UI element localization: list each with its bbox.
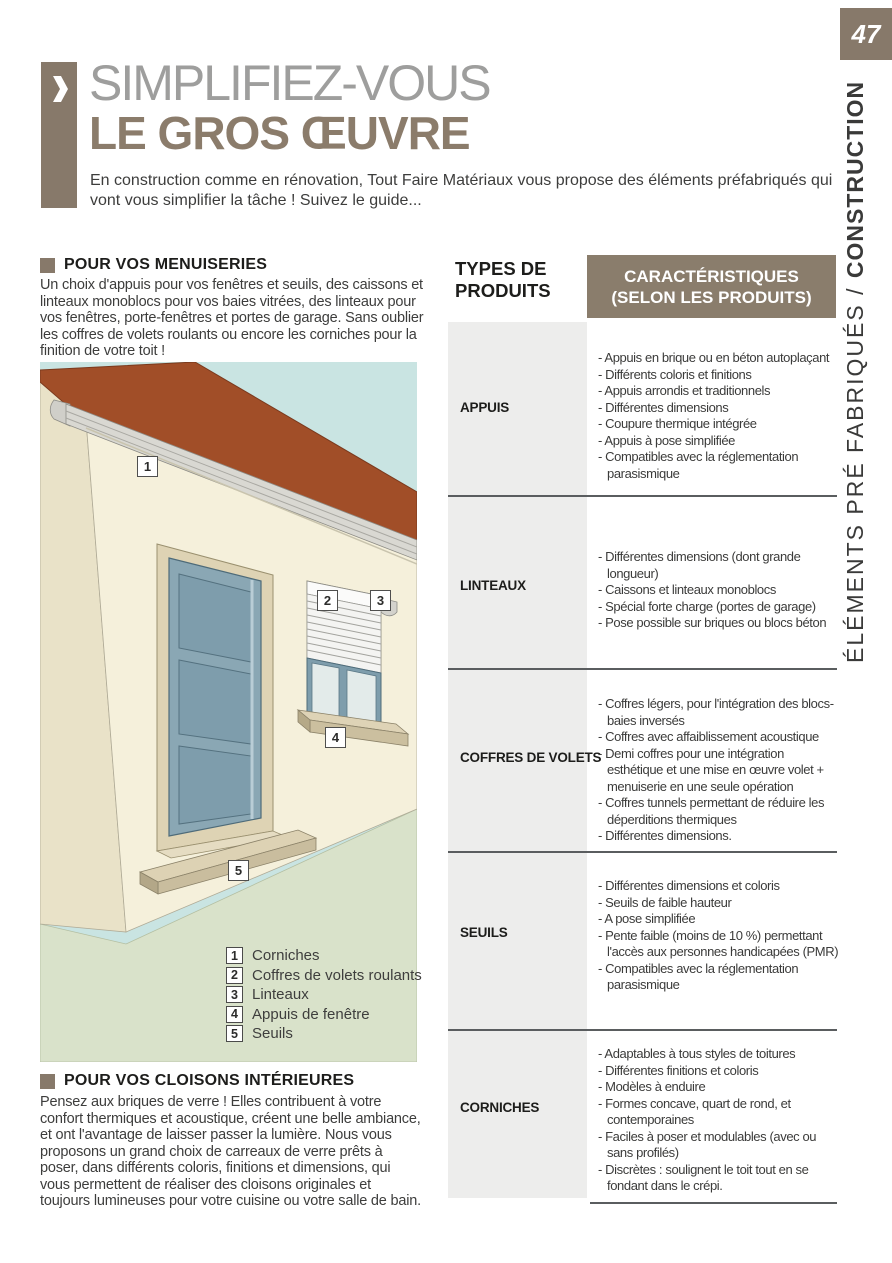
legend-label: Linteaux [252,986,309,1003]
legend-label: Corniches [252,947,320,964]
heading-square-icon [40,258,55,273]
feature-item: - Différentes dimensions et coloris [598,878,780,893]
feature-item: - Coffres tunnels permettant de réduire les déperditions thermiques [598,795,825,827]
feature-item: - Seuils de faible hauteur [598,894,732,910]
feature-item: - A pose simplifiée [598,911,696,926]
feature-item: - Formes concave, quart de rond, et contemporaines [598,1095,791,1127]
illustration-legend [226,947,422,1045]
feature-item: - Coffres avec affaiblissement acoustique [598,729,819,744]
chevron-right-icon [41,70,77,112]
feature-item: - Appuis en brique ou en béton autoplaçant [598,350,830,365]
menuiseries-paragraph: Un choix d'appuis pour vos fenêtres et seuils, des caissons et linteaux monoblocs pour vos baies vitrées, des linteaux pour vos fenêtres, porte-fenêtres et portes de garage. Sans oublier les coffres de volets roulants ou encore les corniches pour la finition de votre toit ! [40,277,424,359]
feature-item: - Appuis arrondis et traditionnels [598,383,771,398]
section-heading-text: POUR VOS MENUISERIES [64,256,268,273]
legend-item [226,1025,422,1042]
sidebar-separator: / [842,278,868,304]
legend-label: Seuils [252,1025,293,1042]
feature-item: - Discrètes : soulignent le toit tout en se fondant dans le crépi. [598,1161,809,1193]
feature-item: - Adaptables à tous styles de toitures [598,1046,796,1061]
feature-item: - Faciles à poser et modulables (avec ou sans profilés) [598,1128,817,1160]
section-heading-cloisons [40,1072,354,1090]
callout-4-appui: 4 [325,727,346,748]
legend-item [226,1006,422,1023]
page-number-badge [840,8,892,60]
legend-num-box: 3 [226,986,243,1003]
legend-label: Appuis de fenêtre [252,1005,370,1023]
callout-2-coffre: 2 [317,590,338,611]
legend-num-box: 4 [226,1006,243,1023]
legend-label: Coffres de volets roulants [252,966,422,984]
heading-square-icon [40,1074,55,1089]
table-rule [448,851,837,853]
section-heading-menuiseries [40,256,267,274]
table-rule [448,1029,837,1031]
feature-item: - Coupure thermique intégrée [598,416,757,431]
page-title-line1: SIMPLIFIEZ-VOUS [89,55,490,111]
feature-item: - Demi coffres pour une intégration esthétique et une mise en œuvre volet + menuiserie en une seule opération [598,745,824,794]
row-label-corniches: CORNICHES [460,1100,540,1115]
page-title-line2: LE GROS ŒUVRE [89,107,470,159]
legend-item [226,986,422,1003]
legend-num-box: 2 [226,967,243,984]
callout-5-seuil: 5 [228,860,249,881]
feature-item: - Pente faible (moins de 10 %) permettant l'accès aux personnes handicapées (PMR) [598,927,839,959]
door [157,544,273,851]
table-header-caracteristiques [587,255,836,318]
features-linteaux [598,549,842,632]
feature-item: - Différentes dimensions. [598,828,732,843]
feature-item: - Appuis à pose simplifiée [598,432,736,448]
feature-item: - Caissons et linteaux monoblocs [598,582,776,597]
features-appuis [598,350,842,482]
title-accent-bar [41,62,77,208]
house-illustration [40,362,422,1062]
legend-num-box: 1 [226,947,243,964]
feature-item: - Différentes dimensions (dont grande longueur) [598,549,801,581]
feature-item: - Différentes dimensions [598,399,729,415]
row-label-coffres: COFFRES DE VOLETS [460,750,602,765]
feature-item: - Spécial forte charge (portes de garage) [598,598,816,614]
callout-1-corniche: 1 [137,456,158,477]
sidebar-section-bold: CONSTRUCTION [842,80,868,279]
table-rule [448,668,837,670]
feature-item: - Modèles à enduire [598,1079,706,1094]
legend-item [226,947,422,964]
table-rule [448,495,837,497]
row-label-linteaux: LINTEAUX [460,578,526,593]
section-heading-text: POUR VOS CLOISONS INTÉRIEURES [64,1072,355,1089]
table-header-caracteristiques-text: CARACTÉRISTIQUES (SELON LES PRODUITS) [611,266,812,307]
sidebar-vertical-text [842,68,878,663]
sidebar-section-light: ÉLÉMENTS PRÉ FABRIQUÉS [842,303,868,663]
legend-item [226,967,422,984]
table-header-types: TYPES DE PRODUITS [455,258,551,301]
features-seuils [598,878,842,994]
intro-paragraph: En construction comme en rénovation, Tout Faire Matériaux vous propose des éléments préfabriqués qui vont vous simplifier la tâche ! Suivez le guide... [90,172,833,209]
feature-item: - Différents coloris et finitions [598,366,752,382]
table-rule [590,1202,837,1204]
cloisons-paragraph: Pensez aux briques de verre ! Elles contribuent à votre confort thermiques et acoustique, créent une belle ambiance, et ont l'avantage de laisser passer la lumière. Nous vous proposons un grand choix de carreaux de verre prêts à poser, dans différents coloris, finitions et dimensions, qui vous permettent de réaliser des cloisons originales et toujours lumineuses pour votre cuisine ou votre salle de bain. [40,1094,421,1209]
feature-item: - Compatibles avec la réglementation parasismique [598,449,799,481]
feature-item: - Coffres légers, pour l'intégration des blocs-baies inversés [598,696,834,728]
legend-num-box: 5 [226,1025,243,1042]
features-coffres [598,696,842,845]
feature-item: - Pose possible sur briques ou blocs béton [598,615,827,630]
row-label-seuils: SEUILS [460,925,508,940]
row-label-appuis: APPUIS [460,400,510,415]
feature-item: - Compatibles avec la réglementation parasismique [598,960,799,992]
page-number: 47 [851,18,881,49]
features-corniches [598,1046,842,1195]
callout-3-linteau: 3 [370,590,391,611]
feature-item: - Différentes finitions et coloris [598,1062,759,1078]
